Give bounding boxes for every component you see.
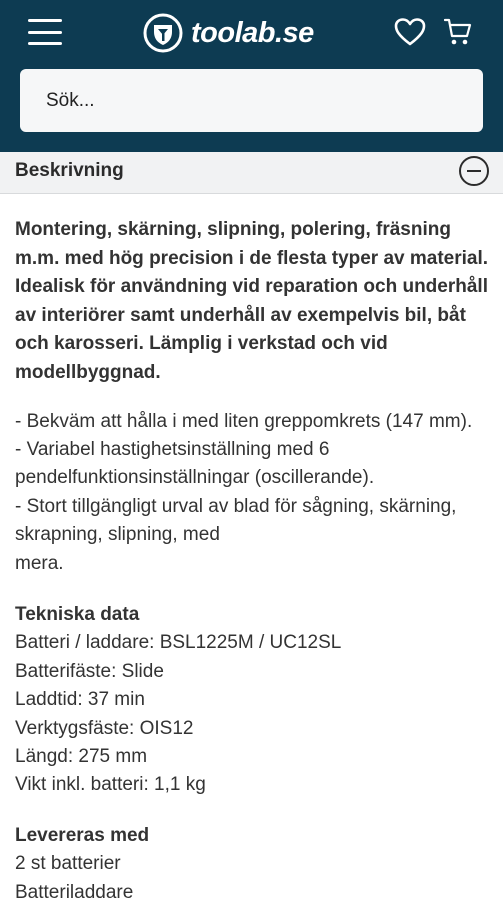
feature-item: - Variabel hastighetsinställning med 6 pendelfunktionsinställningar (oscillerande). (15, 438, 375, 489)
minus-circle-icon[interactable] (459, 156, 489, 186)
description-intro: Montering, skärning, slipning, polering, fräsning m.m. med hög precision i de flesta typer av material. Idealisk för användning vid reparation och underhåll av interiörer samt underhåll av exempelvis bil, båt och karosseri. Lämplig i verkstad och vid modellbyggnad. (15, 219, 489, 383)
heart-icon[interactable] (394, 17, 426, 47)
menu-button[interactable] (28, 16, 62, 48)
brand-logo[interactable] (143, 12, 314, 54)
delivery-item: 2 st batterier (15, 853, 121, 875)
description-accordion-header[interactable] (0, 152, 503, 194)
spec-item: Längd: 275 mm (15, 746, 148, 768)
top-header (0, 0, 503, 152)
shield-logo-icon (143, 13, 183, 53)
section-title: Beskrivning (15, 160, 124, 181)
feature-item: mera. (15, 552, 64, 574)
delivery-item: Batteriladdare (15, 881, 134, 903)
spec-item: Vikt inkl. batteri: 1,1 kg (15, 774, 206, 796)
feature-list (15, 408, 490, 578)
delivery-list (15, 850, 490, 907)
spec-list (15, 629, 490, 799)
menu-icon-bar (28, 31, 62, 34)
spec-item: Laddtid: 37 min (15, 689, 145, 711)
delivery-contents (15, 822, 490, 907)
feature-item: - Bekväm att hålla i med liten greppomkrets (147 mm). (15, 410, 473, 432)
feature-item: - Stort tillgängligt urval av blad för sågning, skärning, skrapning, slipning, med (15, 495, 457, 546)
cart-icon[interactable] (444, 17, 472, 47)
spec-item: Batterifäste: Slide (15, 660, 164, 682)
tech-heading: Tekniska data (15, 604, 140, 625)
description-content (15, 216, 490, 907)
tech-data (15, 601, 490, 800)
spec-item: Batteri / laddare: BSL1225M / UC12SL (15, 632, 342, 654)
brand-name: toolab.se (191, 16, 314, 49)
menu-icon-bar (28, 19, 62, 22)
search-input[interactable] (20, 69, 483, 132)
delivery-heading: Levereras med (15, 824, 150, 846)
menu-icon-bar (28, 42, 62, 45)
spec-item: Verktygsfäste: OIS12 (15, 717, 194, 739)
